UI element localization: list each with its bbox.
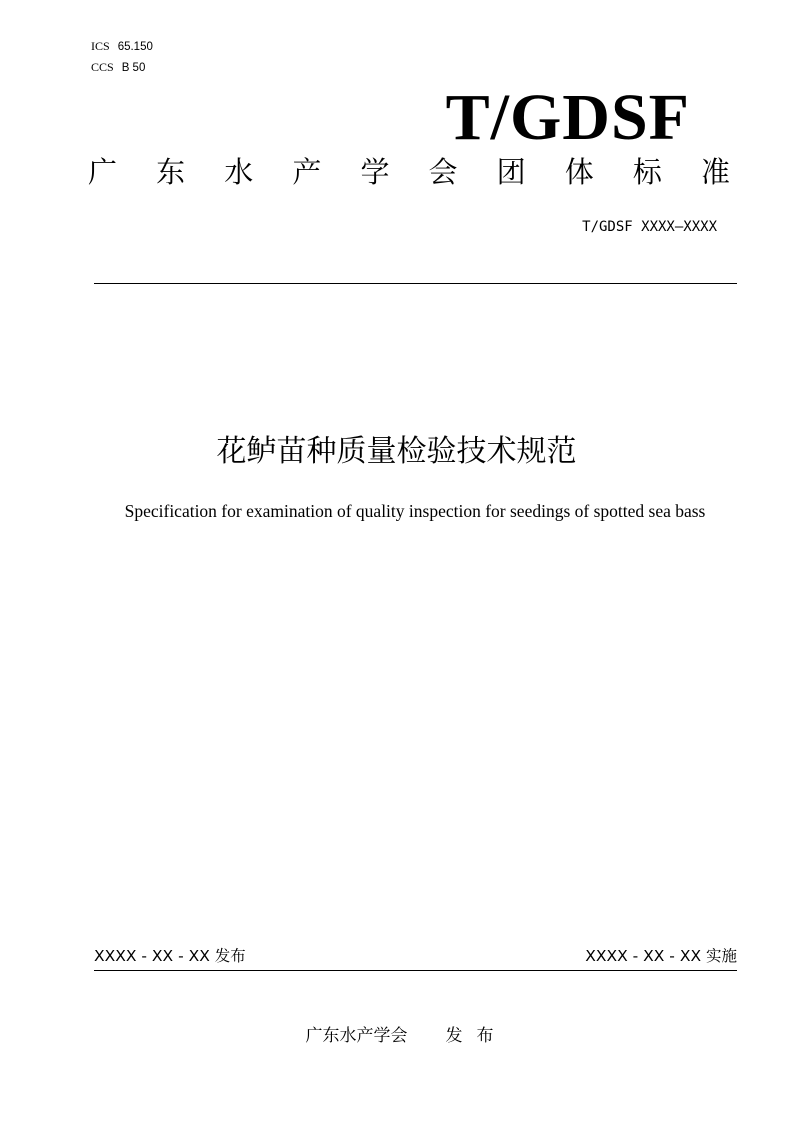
ccs-code: B 50 <box>121 62 146 74</box>
publisher-action: 发布 <box>445 1026 508 1046</box>
document-title-english: Specification for examination of quality inspection for seedings of spotted sea bass <box>124 501 706 521</box>
standard-number: T/GDSF XXXX—XXXX <box>582 219 717 235</box>
ccs-label: CCS <box>91 60 114 74</box>
standard-brand-mark: T/GDSF <box>445 81 690 154</box>
issue-date: XXXX - XX - XX 发布 <box>94 947 246 965</box>
organization-standard-heading <box>88 152 730 192</box>
org-char: 东 <box>156 155 186 189</box>
bottom-divider <box>94 970 737 971</box>
publisher-line <box>0 1025 793 1047</box>
org-char: 产 <box>292 155 322 189</box>
publisher-name: 广东水产学会 <box>305 1026 408 1046</box>
org-char: 标 <box>632 155 662 189</box>
org-char: 体 <box>564 155 594 189</box>
ics-code: 65.150 <box>117 41 153 53</box>
top-divider <box>94 283 737 284</box>
org-char: 会 <box>428 155 458 189</box>
ics-line <box>91 39 153 54</box>
ics-label: ICS <box>91 39 110 53</box>
org-char: 学 <box>360 155 390 189</box>
org-char: 广 <box>88 155 118 189</box>
org-char: 团 <box>496 155 526 189</box>
org-char: 水 <box>224 155 254 189</box>
document-title-chinese: 花鲈苗种质量检验技术规范 <box>216 434 577 469</box>
ccs-line <box>91 60 145 75</box>
implementation-date: XXXX - XX - XX 实施 <box>585 947 737 965</box>
org-char: 准 <box>700 155 730 189</box>
